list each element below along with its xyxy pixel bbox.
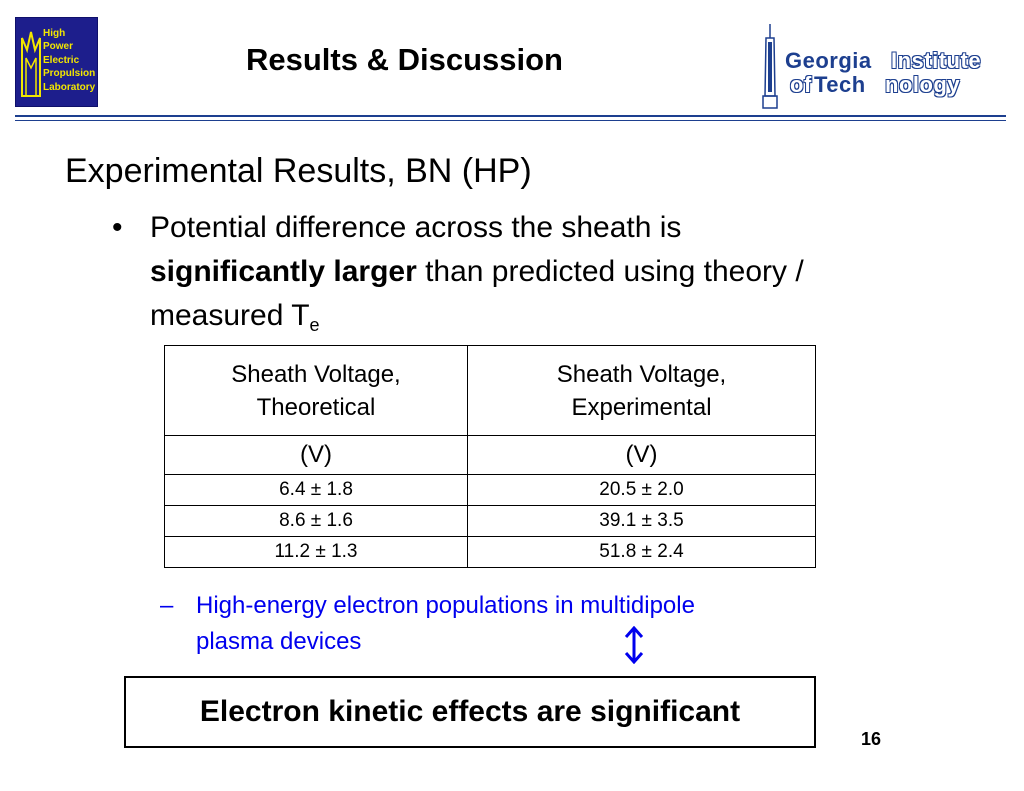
unit-cell: (V) [165, 436, 468, 475]
hpepl-mark-icon [20, 28, 42, 98]
table-unit-row [165, 436, 816, 475]
bullet-text-bold: significantly larger [150, 255, 417, 288]
unit-cell: (V) [468, 436, 816, 475]
conclusion-box: Electron kinetic effects are significant [124, 676, 816, 748]
header-line: Theoretical [256, 393, 376, 421]
header-line: Sheath Voltage, [231, 360, 401, 388]
slide-title: Experimental Results, BN (HP) [65, 152, 532, 190]
lab-logo-line: Laboratory [43, 81, 96, 93]
sub-bullet-dash: – [160, 592, 174, 619]
sheath-voltage-table [164, 345, 816, 568]
header-cell-experimental [468, 346, 816, 436]
table-cell: 6.4 ± 1.8 [165, 475, 468, 506]
header-line: Sheath Voltage, [556, 360, 727, 388]
page-number: 16 [861, 729, 882, 749]
header-title: Results & Discussion [246, 42, 563, 77]
header-cell-theoretical [165, 346, 468, 436]
bullet-text-after: than predicted using theory / measured T [150, 255, 804, 332]
gt-logo-georgia: Georgia [785, 48, 872, 73]
header-rule [15, 115, 1006, 117]
lab-logo-line: Power [43, 41, 74, 53]
gt-logo-of: of [790, 72, 812, 97]
gt-logo-nology: nology [885, 72, 961, 97]
table-cell: 39.1 ± 3.5 [468, 506, 816, 537]
table-header-row [165, 346, 816, 436]
header-line: Experimental [571, 393, 712, 421]
header-rule-thin [15, 120, 1006, 121]
tech-tower-icon [760, 22, 780, 112]
table-cell: 8.6 ± 1.6 [165, 506, 468, 537]
gt-logo-tech: Tech [814, 72, 866, 97]
lab-logo-line: Propulsion [43, 68, 96, 80]
georgia-tech-logo [754, 22, 1014, 112]
table-row [165, 506, 816, 537]
up-down-arrow-icon [622, 626, 646, 664]
table-row [165, 475, 816, 506]
gt-logo-institute: Institute [891, 48, 982, 73]
bullet-subscript: e [309, 315, 320, 335]
bullet-symbol: • [112, 211, 123, 244]
lab-logo-line: Electric [43, 54, 80, 66]
sub-bullet-text: High-energy electron populations in multidipole plasma devices [196, 592, 695, 655]
bullet-text [150, 206, 840, 347]
table-cell: 51.8 ± 2.4 [468, 537, 816, 568]
table-cell: 20.5 ± 2.0 [468, 475, 816, 506]
hpepl-logo [15, 17, 98, 107]
table-row [165, 537, 816, 568]
lab-logo-line: High [43, 28, 66, 39]
table-cell: 11.2 ± 1.3 [165, 537, 468, 568]
bullet-text-before: Potential difference across the sheath is [150, 211, 682, 244]
hpepl-logo-text [43, 27, 95, 94]
